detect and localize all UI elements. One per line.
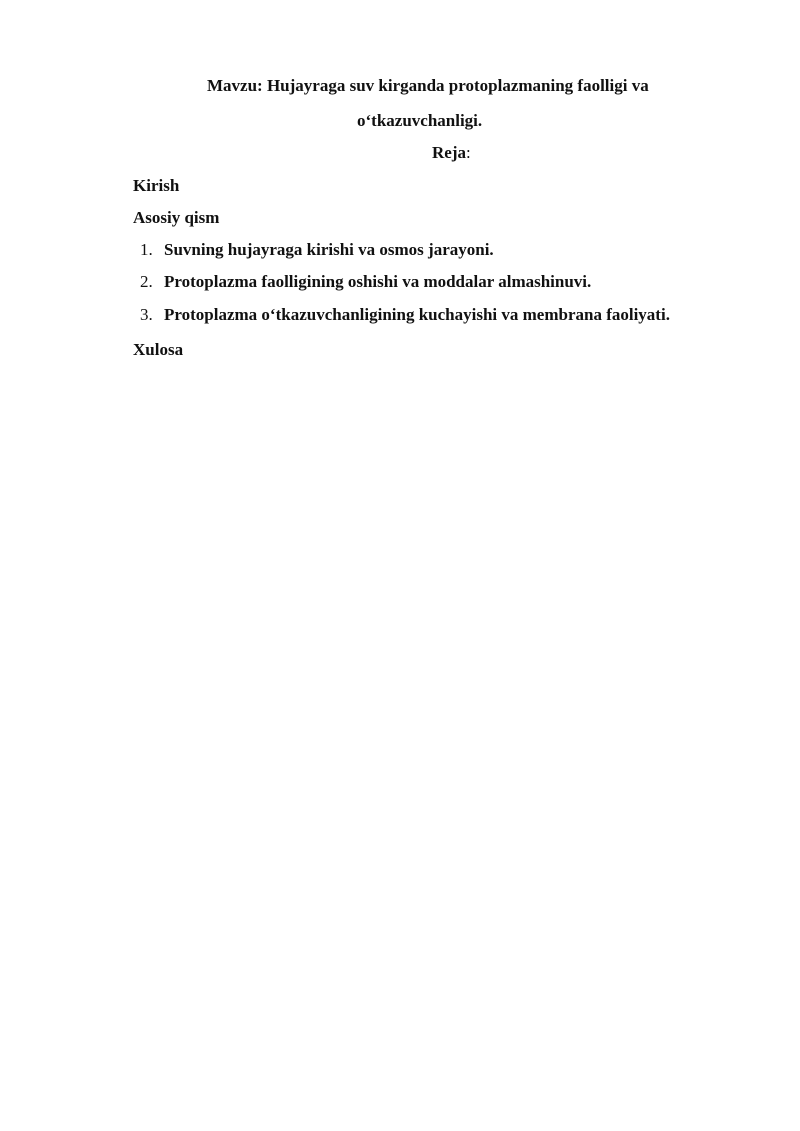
list-item-number: 2. (140, 272, 153, 291)
plan-heading (432, 143, 471, 163)
list-item-text: Suvning hujayraga kirishi va osmos jarayoni. (164, 240, 494, 259)
list-item-text: Protoplazma o‘tkazuvchanligining kuchayishi va membrana faoliyati. (164, 305, 670, 324)
list-item (140, 272, 591, 292)
plan-label: Reja (432, 143, 466, 162)
section-intro: Kirish (133, 176, 180, 195)
list-item-number: 3. (140, 305, 153, 324)
list-item-number: 1. (140, 240, 153, 259)
section-main-part: Asosiy qism (133, 208, 220, 227)
document-title-line-2: o‘tkazuvchanligi. (357, 111, 483, 130)
list-item-text: Protoplazma faolligining oshishi va moddalar almashinuvi. (164, 272, 592, 291)
document-title-line-1: Mavzu: Hujayraga suv kirganda protoplazmaning faolligi va (207, 76, 649, 95)
section-conclusion: Xulosa (133, 340, 184, 359)
plan-colon: : (465, 143, 471, 162)
list-item (140, 305, 670, 325)
list-item (140, 240, 494, 260)
